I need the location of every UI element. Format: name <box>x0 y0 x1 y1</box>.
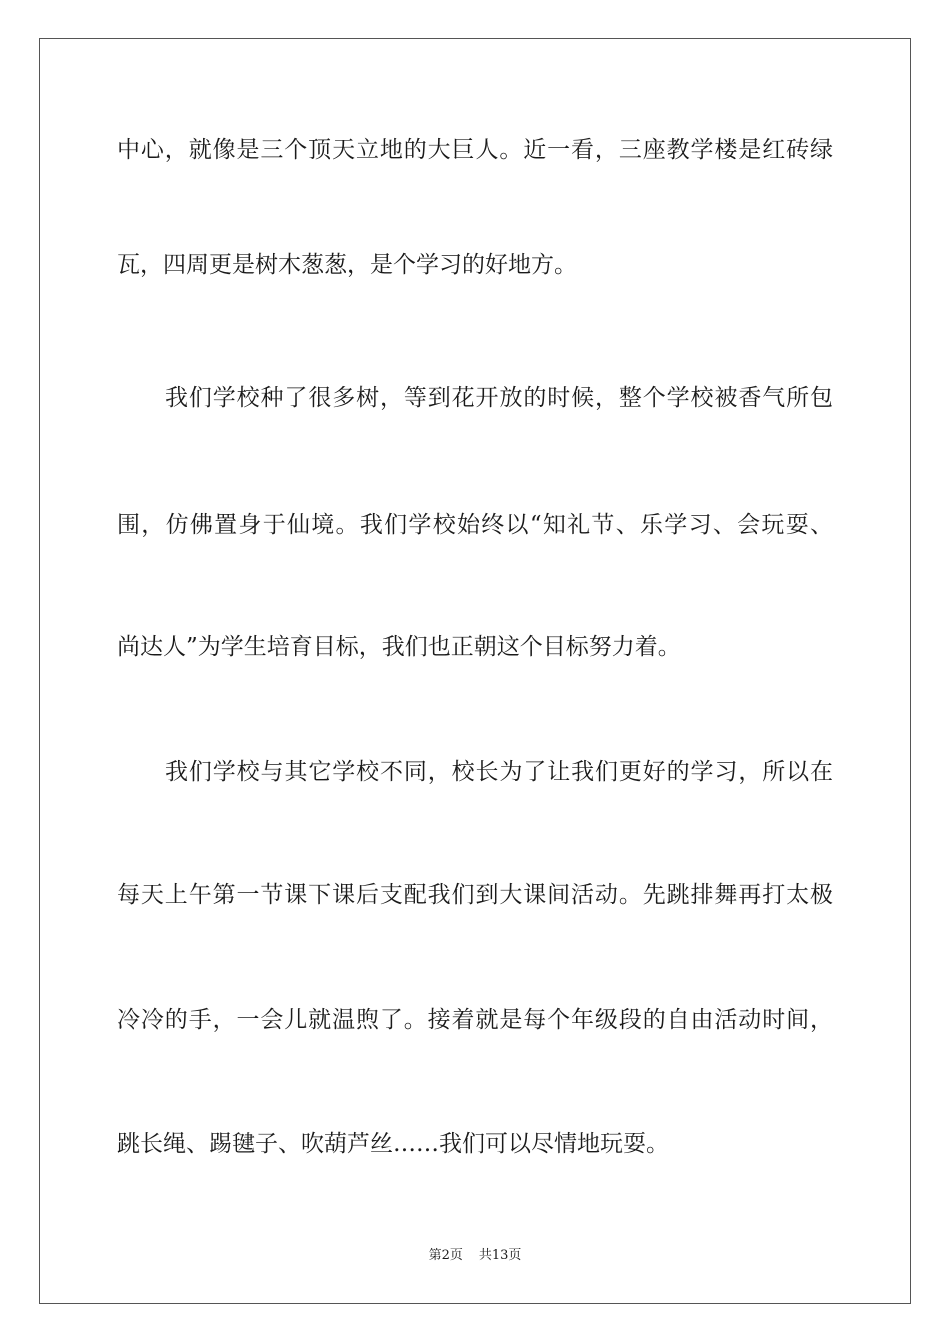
page-frame <box>39 38 911 1304</box>
text-line-6: 我们学校与其它学校不同，校长为了让我们更好的学习，所以在 <box>165 759 833 785</box>
text-line-5: 尚达人”为学生培育目标，我们也正朝这个目标努力着。 <box>117 634 681 660</box>
page-footer <box>0 1246 950 1266</box>
text-line-3: 我们学校种了很多树，等到花开放的时候，整个学校被香气所包 <box>165 385 833 411</box>
text-line-1: 中心，就像是三个顶天立地的大巨人。近一看，三座教学楼是红砖绿 <box>117 137 833 163</box>
page-total: 共13页 <box>478 1248 522 1263</box>
text-line-8: 冷冷的手，一会儿就温煦了。接着就是每个年级段的自由活动时间， <box>117 1007 833 1033</box>
text-line-9: 跳长绳、踢毽子、吹葫芦丝……我们可以尽情地玩耍。 <box>117 1131 669 1157</box>
text-line-7: 每天上午第一节课下课后支配我们到大课间活动。先跳排舞再打太极 <box>117 882 833 908</box>
text-line-4: 围，仿佛置身于仙境。我们学校始终以“知礼节、乐学习、会玩耍、 <box>117 512 833 538</box>
text-line-2: 瓦，四周更是树木葱葱，是个学习的好地方。 <box>117 252 577 278</box>
page-number: 第2页 <box>428 1248 463 1263</box>
